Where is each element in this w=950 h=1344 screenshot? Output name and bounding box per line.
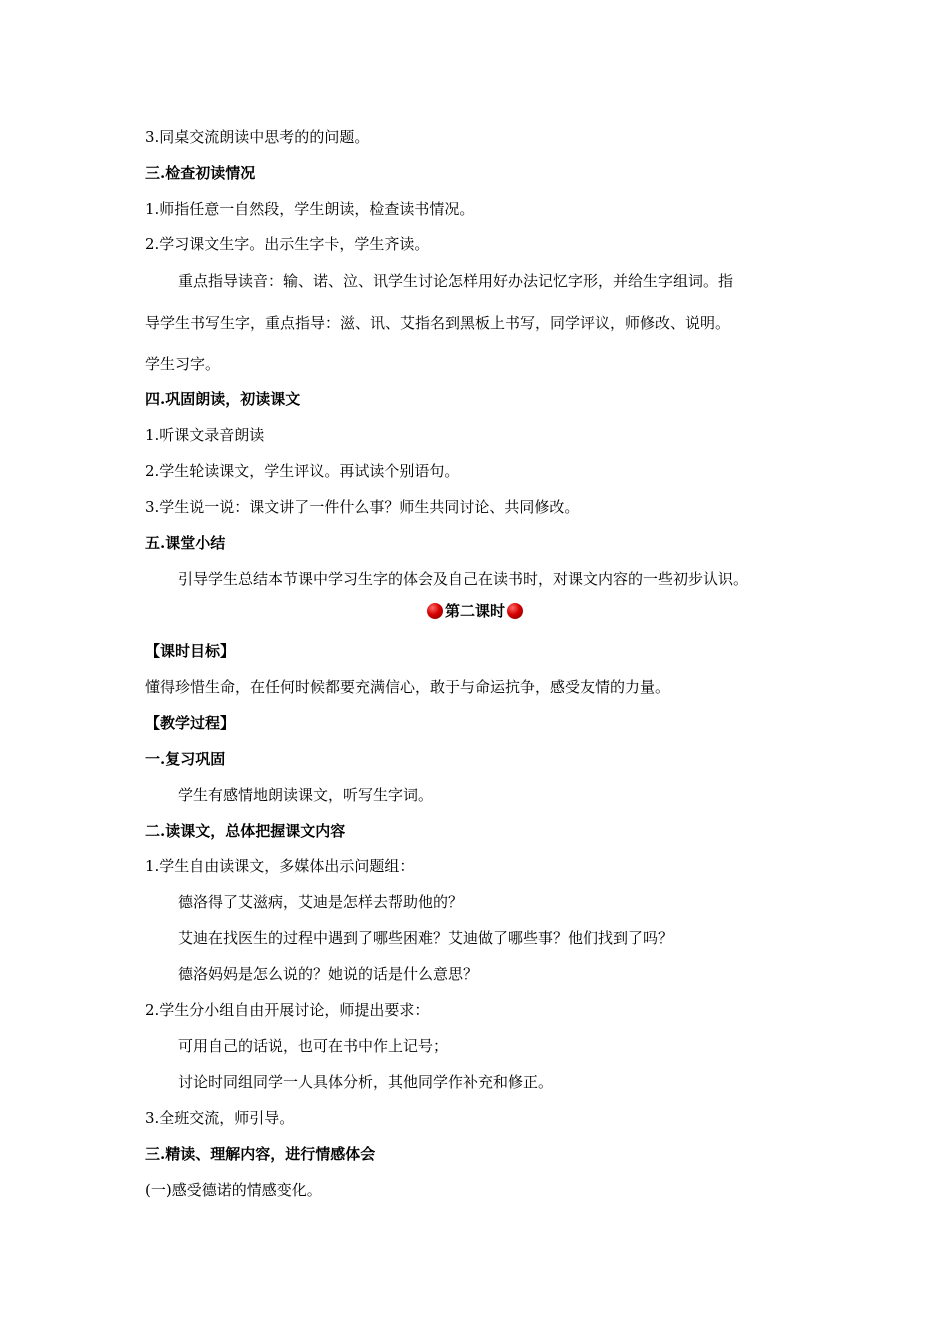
text-line: 1.听课文录音朗读 xyxy=(145,426,265,444)
section-heading: 二.读课文，总体把握课文内容 xyxy=(145,822,346,840)
section-heading: 三.精读、理解内容，进行情感体会 xyxy=(145,1145,376,1163)
text-line: 艾迪在找医生的过程中遇到了哪些困难？艾迪做了哪些事？他们找到了吗？ xyxy=(178,929,674,947)
text-line: 重点指导读音：输、诺、泣、讯学生讨论怎样用好办法记忆字形，并给生字组词。指 xyxy=(178,272,734,290)
text-line: 1.师指任意一自然段，学生朗读，检查读书情况。 xyxy=(145,200,475,218)
text-line: 德洛妈妈是怎么说的？她说的话是什么意思？ xyxy=(178,965,479,983)
text-line: 懂得珍惜生命，在任何时候都要充满信心，敢于与命运抗争，感受友情的力量。 xyxy=(145,678,671,696)
section-heading: 【课时目标】 xyxy=(145,642,236,660)
text-line: 3.同桌交流朗读中思考的的问题。 xyxy=(145,128,370,146)
section-heading: 四.巩固朗读，初读课文 xyxy=(145,390,301,408)
red-ball-icon xyxy=(427,603,443,619)
text-line: 1.学生自由读课文，多媒体出示问题组： xyxy=(145,857,415,875)
text-line: 导学生书写生字，重点指导：滋、讯、艾指名到黑板上书写，同学评议，师修改、说明。 xyxy=(145,314,731,332)
text-line: 3.全班交流，师引导。 xyxy=(145,1109,295,1127)
text-line: 3.学生说一说：课文讲了一件什么事？师生共同讨论、共同修改。 xyxy=(145,498,580,516)
text-line: 引导学生总结本节课中学习生字的体会及自己在读书时，对课文内容的一些初步认识。 xyxy=(178,570,749,588)
section-heading: 三.检查初读情况 xyxy=(145,164,256,182)
section-heading: 【教学过程】 xyxy=(145,714,236,732)
text-line: 2.学生轮读课文，学生评议。再试读个别语句。 xyxy=(145,462,460,480)
text-line: 2.学生分小组自由开展讨论，师提出要求： xyxy=(145,1001,430,1019)
lesson-title xyxy=(0,601,950,621)
text-line: (一)感受德诺的情感变化。 xyxy=(145,1181,322,1199)
text-line: 讨论时同组同学一人具体分析，其他同学作补充和修正。 xyxy=(178,1073,554,1091)
text-line: 学生习字。 xyxy=(145,355,221,373)
red-ball-icon xyxy=(507,603,523,619)
section-heading: 一.复习巩固 xyxy=(145,750,226,768)
section-heading: 五.课堂小结 xyxy=(145,534,226,552)
text-line: 学生有感情地朗读课文，听写生字词。 xyxy=(178,786,434,804)
text-line: 可用自己的话说，也可在书中作上记号； xyxy=(178,1037,449,1055)
text-line: 德洛得了艾滋病，艾迪是怎样去帮助他的？ xyxy=(178,893,464,911)
lesson-title-text: 第二课时 xyxy=(444,602,505,620)
text-line: 2.学习课文生字。出示生字卡，学生齐读。 xyxy=(145,235,430,253)
